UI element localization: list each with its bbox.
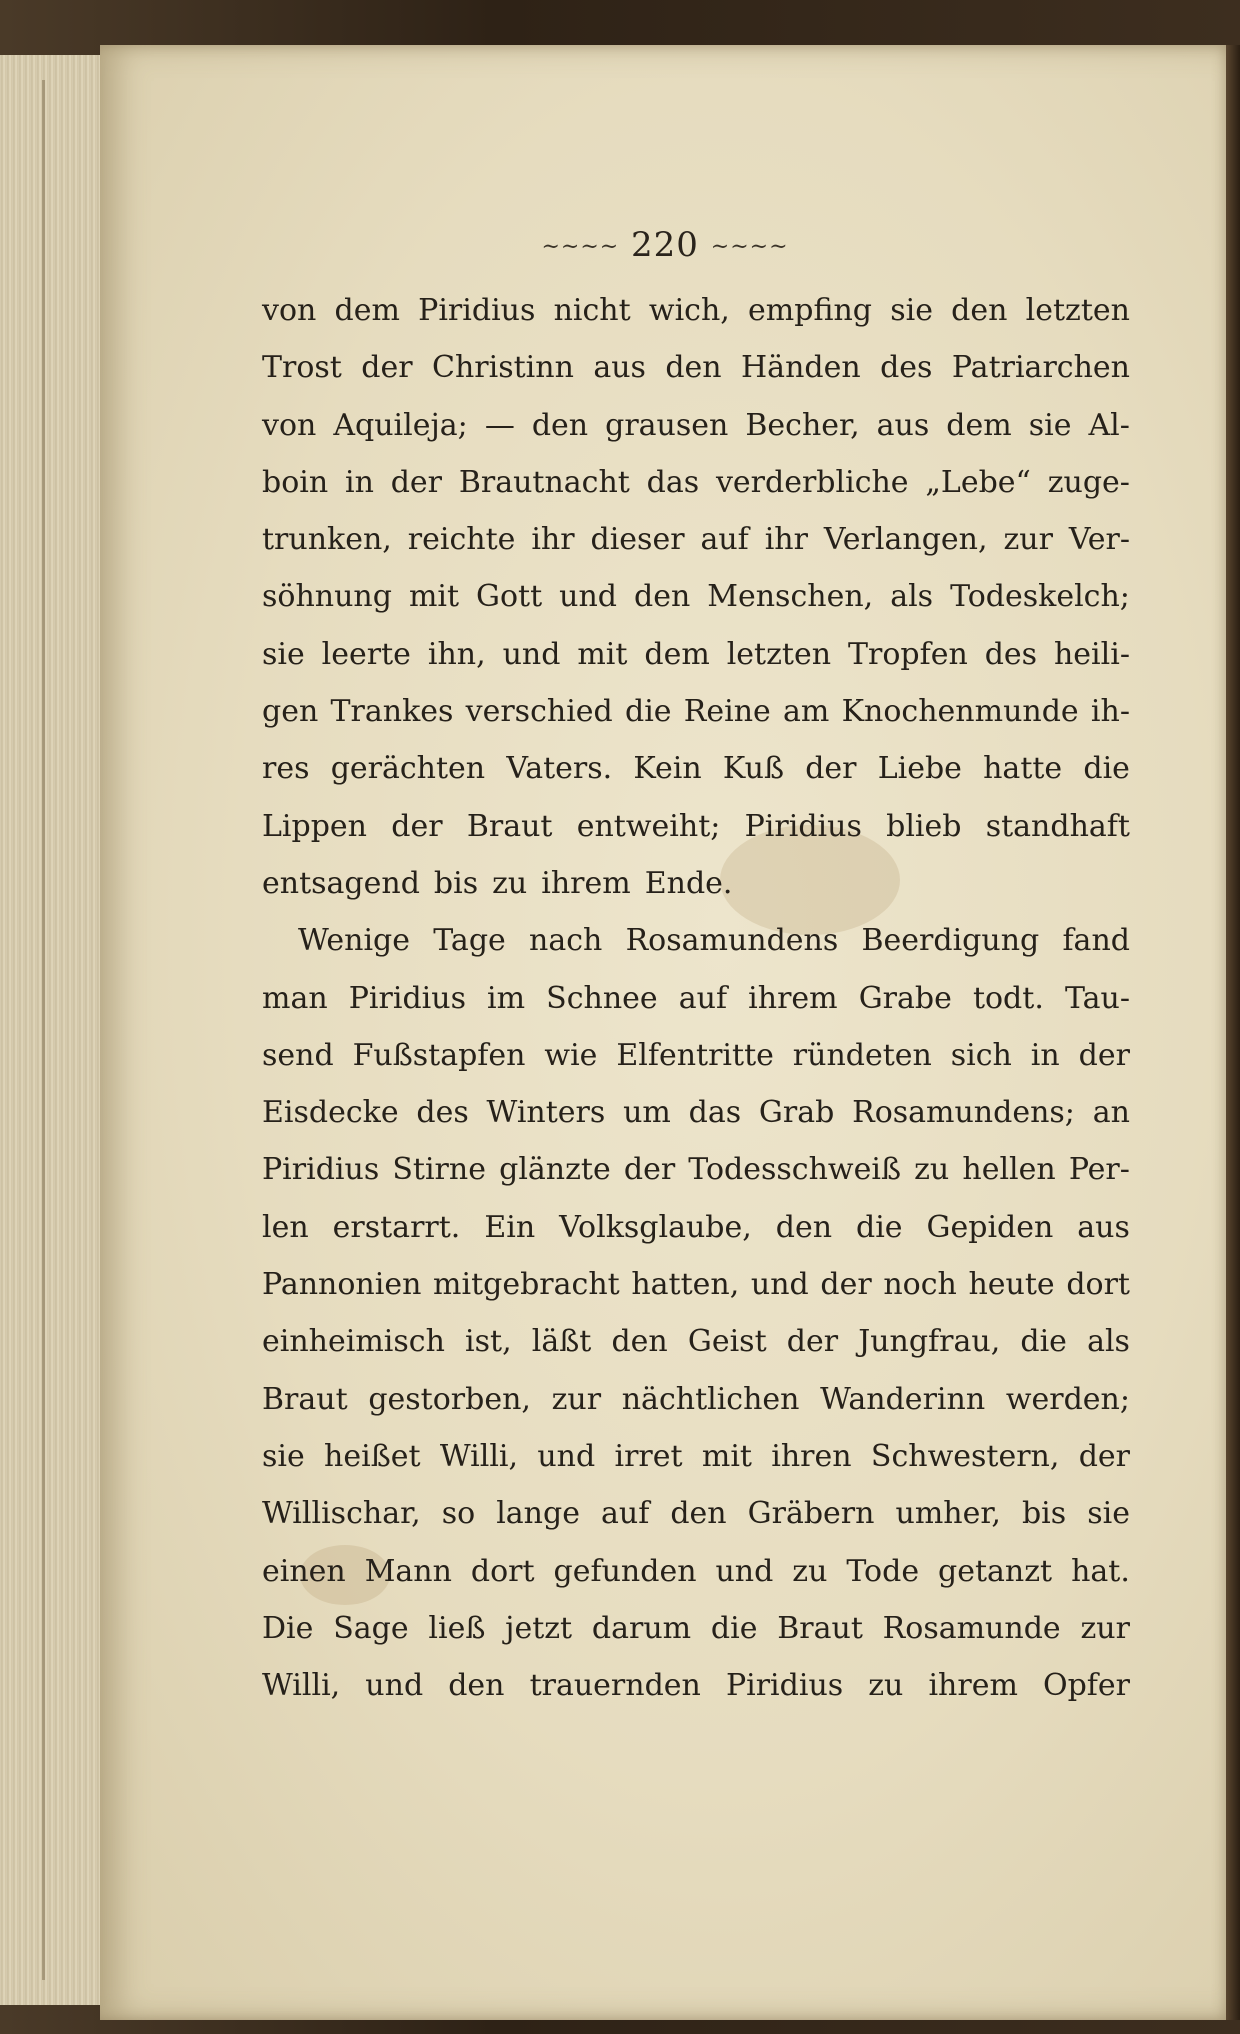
text-line: trunken, reichte ihr dieser auf ihr Verlangen, zur Ver-	[262, 522, 1130, 558]
text-line: res gerächten Vaters. Kein Kuß der Liebe hatte die	[262, 751, 1130, 787]
page-right-edge	[1226, 45, 1240, 2020]
page-header	[100, 225, 1230, 265]
text-line: Wenige Tage nach Rosamundens Beerdigung fand	[298, 923, 1130, 959]
text-line: Lippen der Braut entweiht; Piridius blieb standhaft	[262, 808, 1130, 844]
text-line: entsagend bis zu ihrem Ende.	[262, 865, 733, 901]
binding-line	[42, 80, 45, 1980]
text-line: Willi, und den trauernden Piridius zu ihrem Opfer	[262, 1668, 1130, 1704]
text-line: Braut gestorben, zur nächtlichen Wanderinn werden;	[262, 1381, 1130, 1417]
book-page-edges	[0, 55, 112, 2005]
text-line: Willischar, so lange auf den Gräbern umher, bis sie	[262, 1496, 1130, 1532]
text-line: Pannonien mitgebracht hatten, und der noch heute dort	[262, 1267, 1130, 1303]
text-line: man Piridius im Schnee auf ihrem Grabe todt. Tau-	[262, 980, 1130, 1016]
body-text	[262, 282, 1130, 1714]
text-line: Trost der Christinn aus den Händen des Patriarchen	[262, 350, 1130, 386]
text-line: len erstarrt. Ein Volksglaube, den die Gepiden aus	[262, 1209, 1130, 1245]
text-line: von Aquileja; — den grausen Becher, aus dem sie Al-	[262, 407, 1130, 443]
header-ornament-right: ~~~~	[710, 234, 789, 260]
text-line: boin in der Brautnacht das verderbliche „Lebe“ zuge-	[262, 464, 1130, 500]
text-line: gen Trankes verschied die Reine am Knochenmunde ih-	[262, 694, 1130, 730]
page-number: 220	[631, 225, 699, 265]
text-line: einen Mann dort gefunden und zu Tode getanzt hat.	[262, 1553, 1130, 1589]
text-line: von dem Piridius nicht wich, empfing sie den letzten	[262, 293, 1130, 328]
text-line: einheimisch ist, läßt den Geist der Jungfrau, die als	[262, 1324, 1130, 1360]
text-line: send Fußstapfen wie Elfentritte ründeten sich in der	[262, 1037, 1130, 1073]
text-line: Eisdecke des Winters um das Grab Rosamundens; an	[262, 1095, 1130, 1131]
header-ornament-left: ~~~~	[541, 234, 620, 260]
text-line: Die Sage ließ jetzt darum die Braut Rosamunde zur	[262, 1610, 1130, 1646]
text-line: söhnung mit Gott und den Menschen, als Todeskelch;	[262, 579, 1130, 615]
text-line: sie leerte ihn, und mit dem letzten Tropfen des heili-	[262, 636, 1130, 672]
text-line: Piridius Stirne glänzte der Todesschweiß zu hellen Per-	[262, 1152, 1130, 1188]
text-line: sie heißet Willi, und irret mit ihren Schwestern, der	[262, 1438, 1130, 1474]
